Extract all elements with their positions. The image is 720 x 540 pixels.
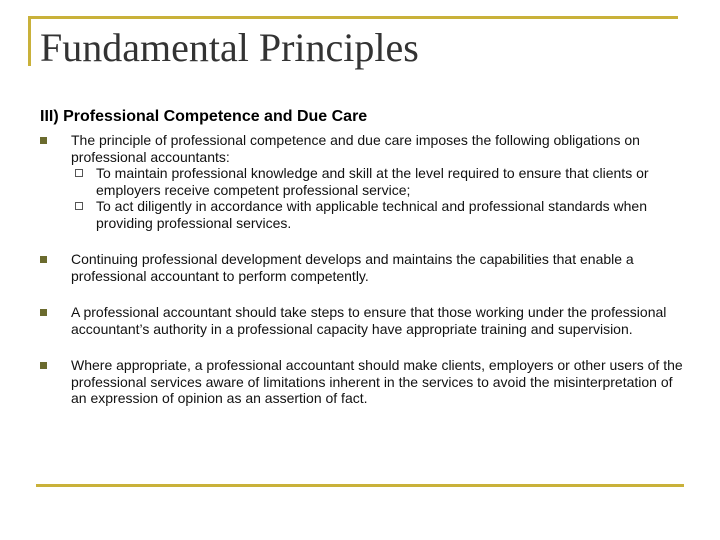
bullet-item bbox=[40, 132, 690, 231]
square-bullet-icon bbox=[40, 137, 47, 144]
square-bullet-icon bbox=[40, 256, 47, 263]
square-bullet-icon bbox=[40, 309, 47, 316]
bullet-text: A professional accountant should take steps to ensure that those working under the professional accountant’s authority in a professional capacity have appropriate training and supervision. bbox=[71, 304, 667, 337]
sub-bullet-item bbox=[71, 165, 690, 198]
bullet-text: Continuing professional development develops and maintains the capabilities that enable a professional accountant to perform competently. bbox=[71, 251, 634, 284]
sub-bullet-item bbox=[71, 198, 690, 231]
sub-bullet-text: To act diligently in accordance with applicable technical and professional standards when providing professional services. bbox=[96, 198, 647, 231]
bullet-list bbox=[40, 132, 690, 427]
top-border-line bbox=[28, 16, 678, 19]
bullet-text: The principle of professional competence and due care imposes the following obligations on professional accountants: bbox=[71, 132, 640, 165]
slide-title: Fundamental Principles bbox=[40, 25, 419, 70]
bullet-item bbox=[40, 304, 690, 337]
hollow-square-bullet-icon bbox=[75, 169, 83, 177]
left-border-line bbox=[28, 16, 31, 66]
bottom-border-line bbox=[36, 484, 684, 487]
sub-bullet-list bbox=[71, 165, 690, 231]
bullet-item bbox=[40, 251, 690, 284]
bullet-text: Where appropriate, a professional accountant should make clients, employers or other users of the professional services aware of limitations inherent in the services to avoid the misinterpretation of an expression of opinion as an assertion of fact. bbox=[71, 357, 683, 406]
hollow-square-bullet-icon bbox=[75, 202, 83, 210]
section-heading: III) Professional Competence and Due Care bbox=[40, 108, 368, 125]
square-bullet-icon bbox=[40, 362, 47, 369]
sub-bullet-text: To maintain professional knowledge and skill at the level required to ensure that clients or employers receive competent professional service; bbox=[96, 165, 649, 198]
bullet-item bbox=[40, 357, 690, 407]
